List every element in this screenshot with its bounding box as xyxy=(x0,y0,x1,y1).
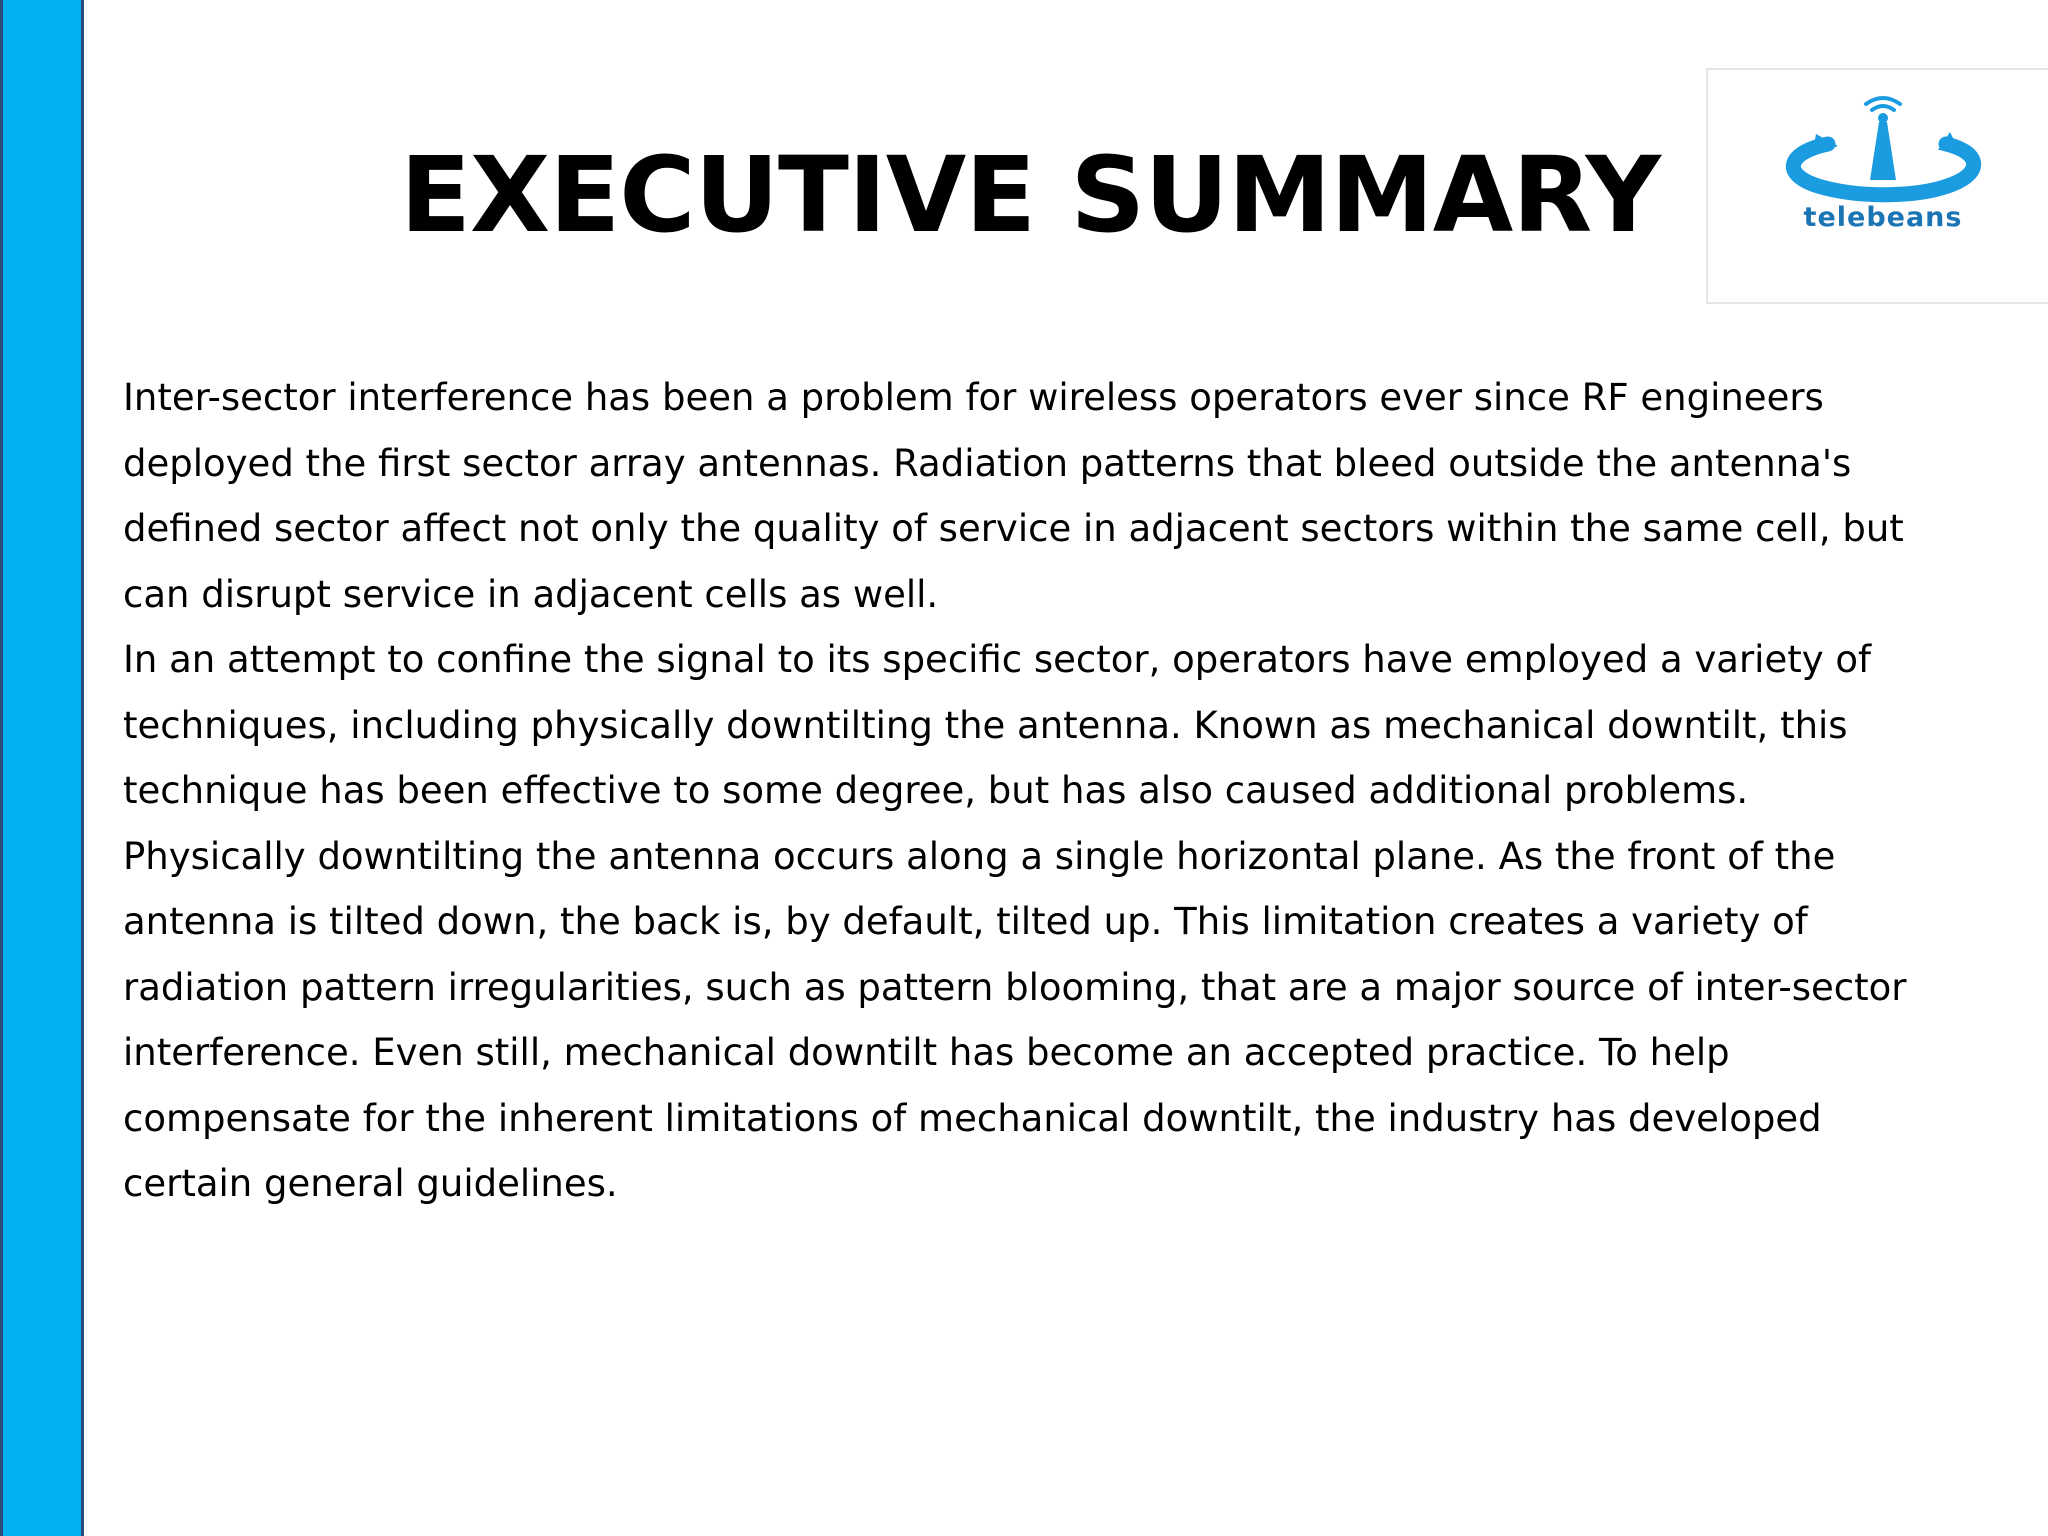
logo-text: telebeans xyxy=(1803,202,1963,233)
body-paragraph-1: Inter-sector interference has been a problem for wireless operators ever since RF engineers deployed the first sector array antennas. Radiation patterns that bleed outside the antenna's defined sector affect not only the quality of service in adjacent sectors within the same cell, but can disrupt service in adjacent cells as well. xyxy=(123,376,1904,616)
slide-title: EXECUTIVE SUMMARY xyxy=(400,134,1660,256)
antenna-orbit-logo-icon xyxy=(1768,94,1998,204)
body-text xyxy=(123,365,1913,1217)
logo xyxy=(1706,68,2048,304)
body-paragraph-2: In an attempt to confine the signal to its specific sector, operators have employed a variety of techniques, including physically downtilting the antenna. Known as mechanical downtilt, this technique has been effective to some degree, but has also caused additional problems. Physically downtilting the antenna occurs along a single horizontal plane. As the front of the antenna is tilted down, the back is, by default, tilted up. This limitation creates a variety of radiation pattern irregularities, such as pattern blooming, that are a major source of inter-sector interference. Even still, mechanical downtilt has become an accepted practice. To help compensate for the inherent limitations of mechanical downtilt, the industry has developed certain general guidelines. xyxy=(123,638,1907,1205)
left-accent-bar xyxy=(0,0,84,1536)
